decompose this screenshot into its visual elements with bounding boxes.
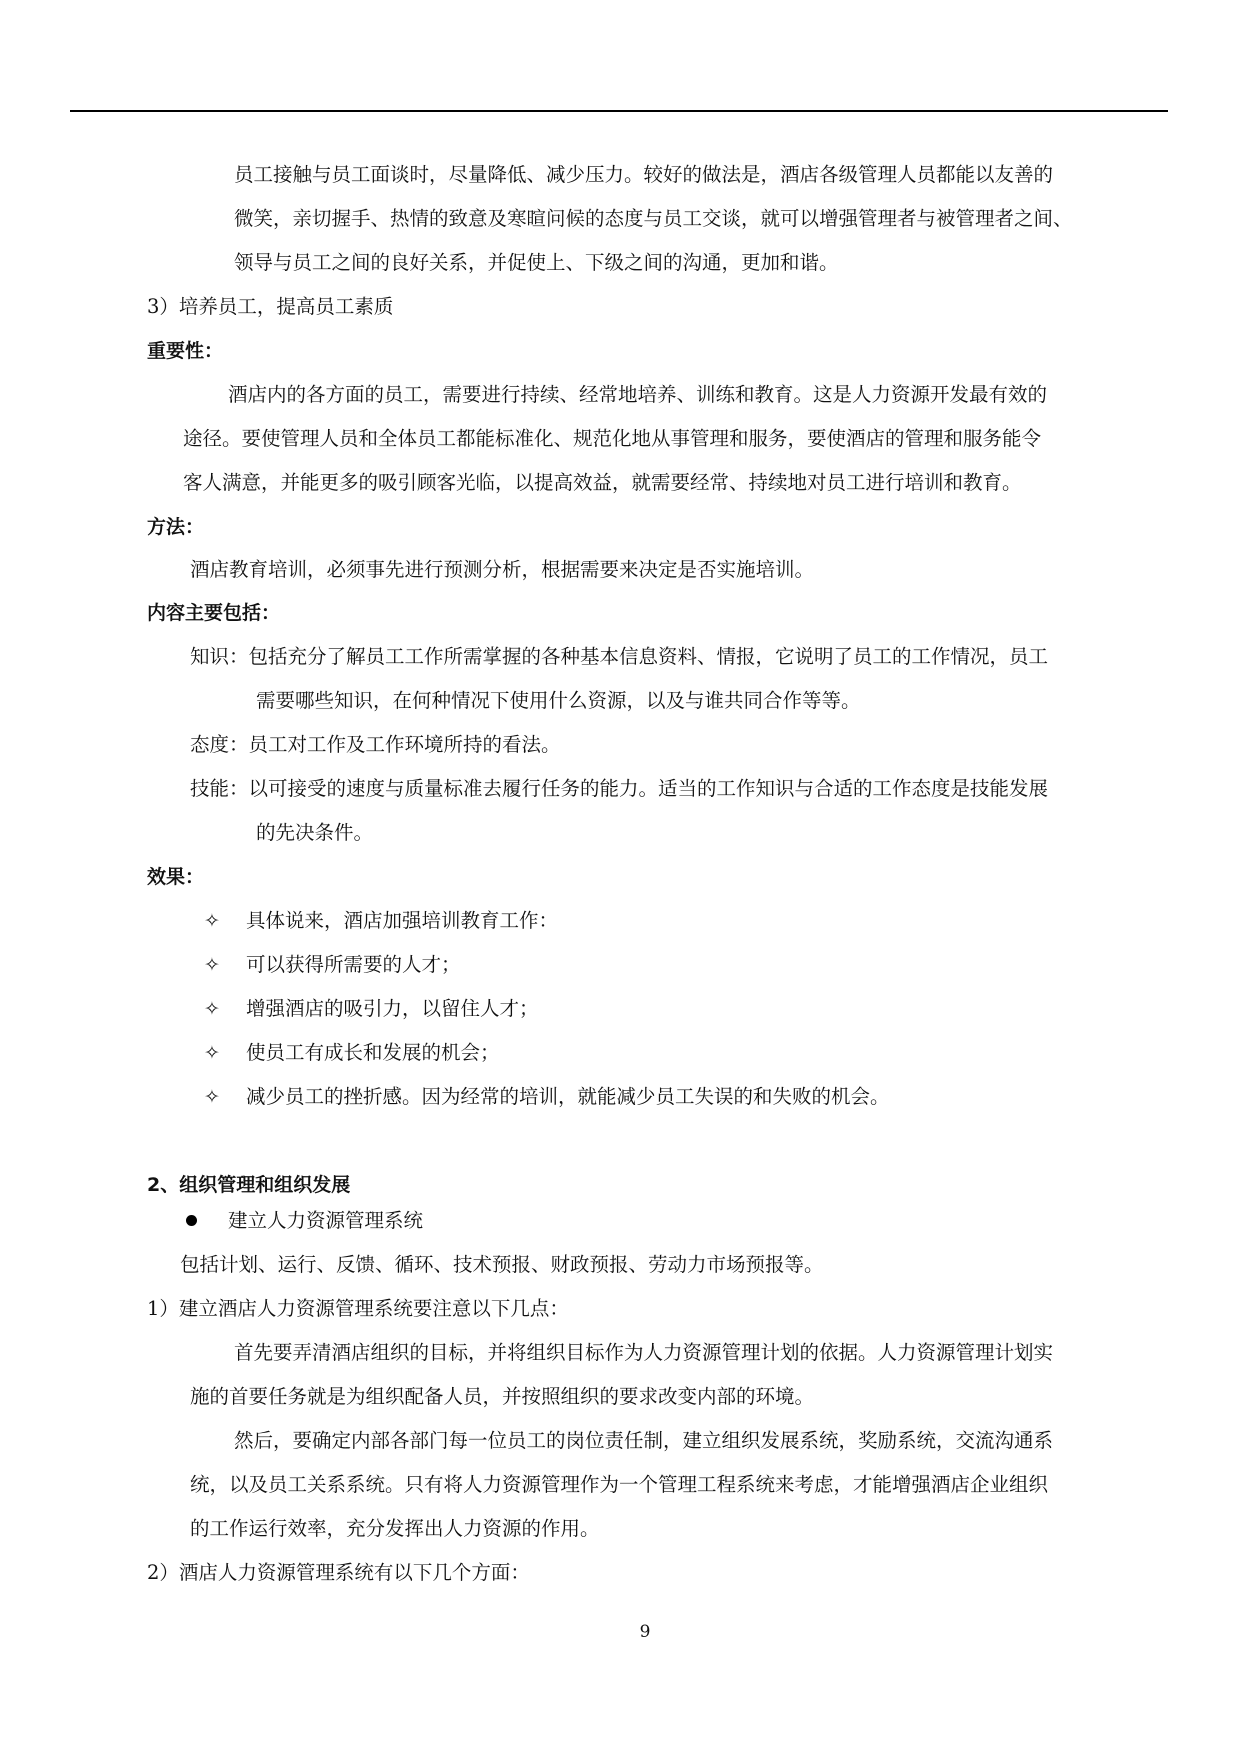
effect-item: 具体说来，酒店加强培训教育工作： [246, 909, 559, 932]
bullet-item: 建立人力资源管理系统 [228, 1209, 424, 1232]
paragraph-line: 酒店教育培训，必须事先进行预测分析，根据需要来决定是否实施培训。 [190, 558, 815, 581]
diamond-marker-icon: ✧ [204, 1042, 220, 1064]
page-number: 9 [639, 1622, 651, 1642]
diamond-marker-icon: ✧ [204, 1086, 220, 1108]
content-heading: 内容主要包括： [147, 602, 281, 624]
diamond-marker-icon: ✧ [204, 998, 220, 1020]
item-3-title: 3）培养员工，提高员工素质 [147, 295, 394, 318]
paragraph-line: 员工接触与员工面谈时，尽量降低、减少压力。较好的做法是，酒店各级管理人员都能以友善的 [234, 163, 1054, 186]
skill-line: 技能：以可接受的速度与质量标准去履行任务的能力。适当的工作知识与合适的工作态度是技能发展 [190, 777, 1049, 800]
attitude-line: 态度：员工对工作及工作环境所持的看法。 [190, 733, 561, 756]
paragraph-line: 酒店内的各方面的员工，需要进行持续、经常地培养、训练和教育。这是人力资源开发最有效的 [228, 383, 1048, 406]
header-rule [70, 110, 1168, 112]
effect-item: 使员工有成长和发展的机会； [246, 1041, 500, 1064]
method-heading: 方法： [147, 516, 205, 538]
skill-line: 的先决条件。 [256, 821, 374, 844]
paragraph-line: 统，以及员工关系系统。只有将人力资源管理作为一个管理工程系统来考虑，才能增强酒店企业组织 [190, 1473, 1049, 1496]
paragraph-line: 领导与员工之间的良好关系，并促使上、下级之间的沟通，更加和谐。 [234, 251, 839, 274]
knowledge-line: 知识：包括充分了解员工工作所需掌握的各种基本信息资料、情报，它说明了员工的工作情况，员工 [190, 645, 1049, 668]
importance-heading: 重要性： [147, 340, 224, 362]
effect-heading: 效果： [147, 866, 205, 888]
paragraph-line: 的工作运行效率，充分发挥出人力资源的作用。 [190, 1517, 600, 1540]
effect-item: 增强酒店的吸引力，以留住人才； [246, 997, 539, 1020]
effect-item: 可以获得所需要的人才； [246, 953, 461, 976]
bullet-dot-icon [186, 1215, 197, 1226]
paragraph-line: 然后，要确定内部各部门每一位员工的岗位责任制，建立组织发展系统，奖励系统，交流沟通系 [234, 1429, 1054, 1452]
paragraph-line: 施的首要任务就是为组织配备人员，并按照组织的要求改变内部的环境。 [190, 1385, 815, 1408]
diamond-marker-icon: ✧ [204, 910, 220, 932]
paragraph-line: 客人满意，并能更多的吸引顾客光临，以提高效益，就需要经常、持续地对员工进行培训和教育。 [183, 471, 1022, 494]
knowledge-line: 需要哪些知识，在何种情况下使用什么资源，以及与谁共同合作等等。 [256, 689, 861, 712]
point-1-title: 1）建立酒店人力资源管理系统要注意以下几点： [147, 1297, 569, 1320]
section-2-title: 2、组织管理和组织发展 [147, 1174, 351, 1196]
paragraph-line: 途径。要使管理人员和全体员工都能标准化、规范化地从事管理和服务，要使酒店的管理和服务能令 [183, 427, 1042, 450]
point-2-title: 2）酒店人力资源管理系统有以下几个方面： [147, 1561, 530, 1584]
effect-item: 减少员工的挫折感。因为经常的培训，就能减少员工失误的和失败的机会。 [246, 1085, 890, 1108]
paragraph-line: 微笑，亲切握手、热情的致意及寒暄问候的态度与员工交谈，就可以增强管理者与被管理者之间、 [234, 207, 1073, 230]
paragraph-line: 首先要弄清酒店组织的目标，并将组织目标作为人力资源管理计划的依据。人力资源管理计划实 [234, 1341, 1054, 1364]
paragraph-line: 包括计划、运行、反馈、循环、技术预报、财政预报、劳动力市场预报等。 [180, 1253, 824, 1276]
diamond-marker-icon: ✧ [204, 954, 220, 976]
